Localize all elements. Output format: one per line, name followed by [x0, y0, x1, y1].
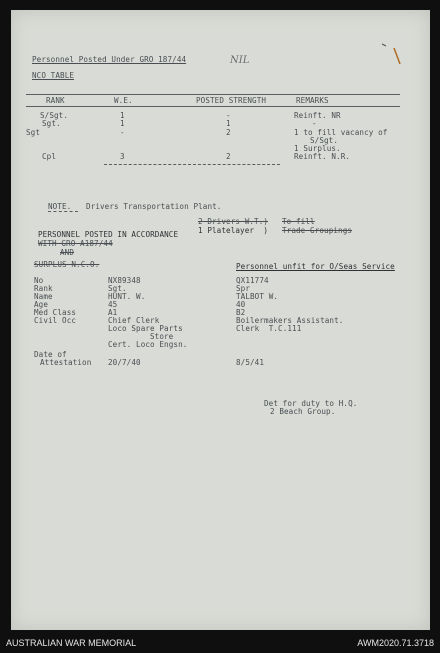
field-value: Sgt. — [108, 284, 127, 293]
totals-rule — [104, 164, 280, 165]
row-posted: 1 — [226, 119, 231, 128]
posted-accordance-line-1: PERSONNEL POSTED IN ACCORDANCE — [38, 230, 179, 239]
document-title: Personnel Posted Under GRO 187/44 — [32, 55, 187, 64]
table-header-rule — [26, 106, 400, 107]
unfit-heading: Personnel unfit for O/Seas Service — [236, 262, 395, 271]
duty-remark: 2 Beach Group. — [270, 407, 336, 416]
field-value: Chief Clerk — [108, 316, 160, 325]
field-label: Civil Occ — [34, 316, 77, 325]
col-header-posted: POSTED STRENGTH — [196, 96, 267, 105]
field-label: Age — [34, 300, 49, 309]
row-posted: - — [226, 111, 231, 120]
row-rank: Sgt. — [42, 119, 61, 128]
field-value: HUNT. W. — [108, 292, 146, 301]
footer-accession-number: AWM2020.71.3718 — [357, 638, 434, 648]
struck-line-1: 2 Drivers W.T.) — [198, 217, 269, 226]
field-label: No — [34, 276, 44, 285]
col-header-we: W.E. — [114, 96, 133, 105]
field-value: A1 — [108, 308, 118, 317]
posted-accordance-line-3: AND — [60, 248, 75, 257]
field-value: Boilermakers Assistant. — [236, 316, 344, 325]
note-underline — [48, 211, 78, 212]
row-we: 1 — [120, 111, 125, 120]
row-rank: Cpl — [42, 152, 57, 161]
struck-line-2: 1 Platelayer ) — [198, 226, 269, 235]
pencil-note: NIL — [230, 55, 250, 66]
note-text: Drivers Transportation Plant. — [86, 202, 222, 211]
row-rank: S/Sgt. — [40, 111, 69, 120]
table-top-rule — [26, 94, 400, 95]
row-remarks: 1 to fill vacancy of — [294, 128, 388, 137]
field-value: Spr — [236, 284, 251, 293]
row-remarks: 1 Surplus. — [294, 144, 341, 153]
field-value: 45 — [108, 300, 118, 309]
date-label: Date of — [34, 350, 67, 359]
field-label: Name — [34, 292, 53, 301]
row-we: 3 — [120, 152, 125, 161]
row-remarks: S/Sgt. — [310, 136, 339, 145]
civil-occ-extra: Loco Spare Parts — [108, 324, 183, 333]
date-label: Attestation — [40, 358, 92, 367]
surplus-heading: SURPLUS N.C.O. — [34, 260, 100, 269]
row-rank: Sgt — [26, 128, 41, 137]
field-value: QX11774 — [236, 276, 269, 285]
row-posted: 2 — [226, 128, 231, 137]
date-value: 20/7/40 — [108, 358, 141, 367]
pencil-mark-icon — [380, 40, 410, 70]
section-title: NCO TABLE — [32, 71, 75, 80]
col-header-rank: RANK — [46, 96, 65, 105]
note-label: NOTE. — [48, 202, 72, 211]
row-posted: 2 — [226, 152, 231, 161]
field-label: Rank — [34, 284, 53, 293]
field-value: B2 — [236, 308, 246, 317]
struck-line-2b: Trade Groupings — [282, 226, 353, 235]
field-value: 40 — [236, 300, 246, 309]
row-remarks: Reinft. N.R. — [294, 152, 351, 161]
field-value: TALBOT W. — [236, 292, 279, 301]
field-value: NX89348 — [108, 276, 141, 285]
date-value: 8/5/41 — [236, 358, 265, 367]
civil-occ-extra: Store — [150, 332, 174, 341]
footer-credit: AUSTRALIAN WAR MEMORIAL — [6, 638, 137, 648]
row-we: 1 — [120, 119, 125, 128]
field-label: Med Class — [34, 308, 77, 317]
row-we: - — [120, 128, 125, 137]
civil-occ-extra: Cert. Loco Engsn. — [108, 340, 188, 349]
row-remarks: Reinft. NR — [294, 111, 341, 120]
row-remarks: - — [312, 119, 317, 128]
duty-remark: Det for duty to H.Q. — [264, 399, 358, 408]
field-value: Clerk T.C.111 — [236, 324, 302, 333]
col-header-remarks: REMARKS — [296, 96, 329, 105]
posted-accordance-line-2: WITH GRO A187/44 — [38, 239, 113, 248]
struck-line-1b: To fill — [282, 217, 315, 226]
